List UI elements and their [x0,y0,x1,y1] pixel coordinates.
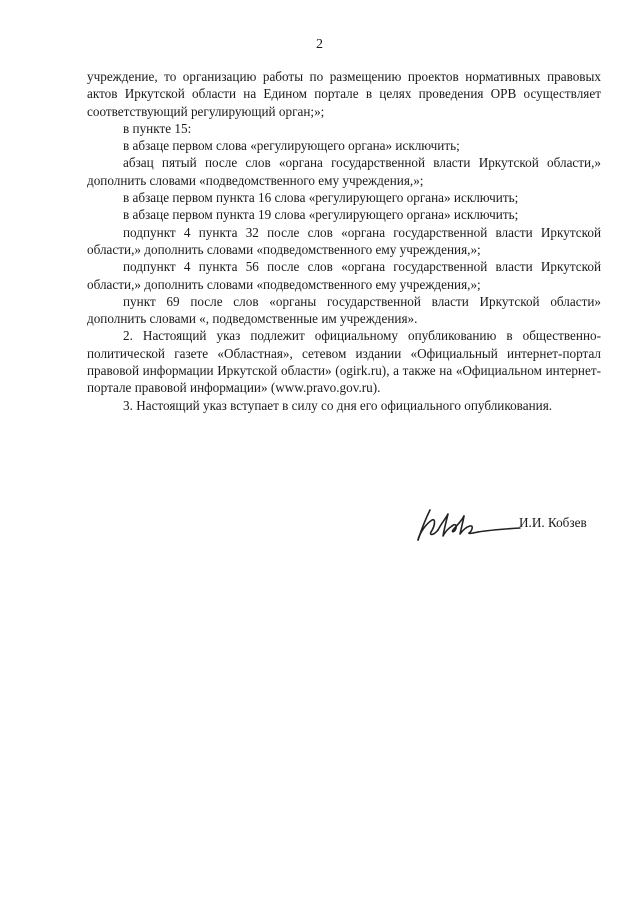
paragraph-point-32: подпункт 4 пункта 32 после слов «органа государственной власти Иркутской области,» дополнить словами «подведомственного ему учреждения,»; [87,224,601,257]
document-body [87,68,601,414]
page-number: 2 [316,37,323,52]
paragraph-point-16: в абзаце первом пункта 16 слова «регулирующего органа» исключить; [123,190,519,206]
signature-block [408,502,608,552]
paragraph-point-56: подпункт 4 пункта 56 после слов «органа государственной власти Иркутской области,» дополнить словами «подведомственного ему учреждения,»; [87,259,601,292]
paragraph-continuation: учреждение, то организацию работы по размещению проектов нормативных правовых актов Иркутской области на Едином портале в целях проведения ОРВ осуществляет соответствующий регулирующий орган;»; [87,69,601,119]
paragraph-point-15-first-abzac: в абзаце первом слова «регулирующего органа» исключить; [123,138,460,154]
signer-name: И.И. Кобзев [519,515,587,530]
paragraph-section-3: 3. Настоящий указ вступает в силу со дня его официального опубликования. [123,397,553,413]
paragraph-section-2: 2. Настоящий указ подлежит официальному опубликованию в общественно-политической газете «Областная», сетевом издании «Официальный интернет-портал правовой информации Иркутской области» (ogirk.ru), а также на «Официальном интернет-портале правовой информации» (www.pravo.gov.ru). [87,328,601,396]
paragraph-point-19: в абзаце первом пункта 19 слова «регулирующего органа» исключить; [123,207,519,223]
paragraph-point-15-fifth-abzac: абзац пятый после слов «органа государственной власти Иркутской области,» дополнить словами «подведомственного ему учреждения,»; [87,155,601,188]
paragraph-point-15: в пункте 15: [123,120,192,136]
paragraph-point-69: пункт 69 после слов «органы государственной власти Иркутской области» дополнить словами «, подведомственные им учреждения». [87,293,601,327]
handwritten-signature [408,502,528,552]
